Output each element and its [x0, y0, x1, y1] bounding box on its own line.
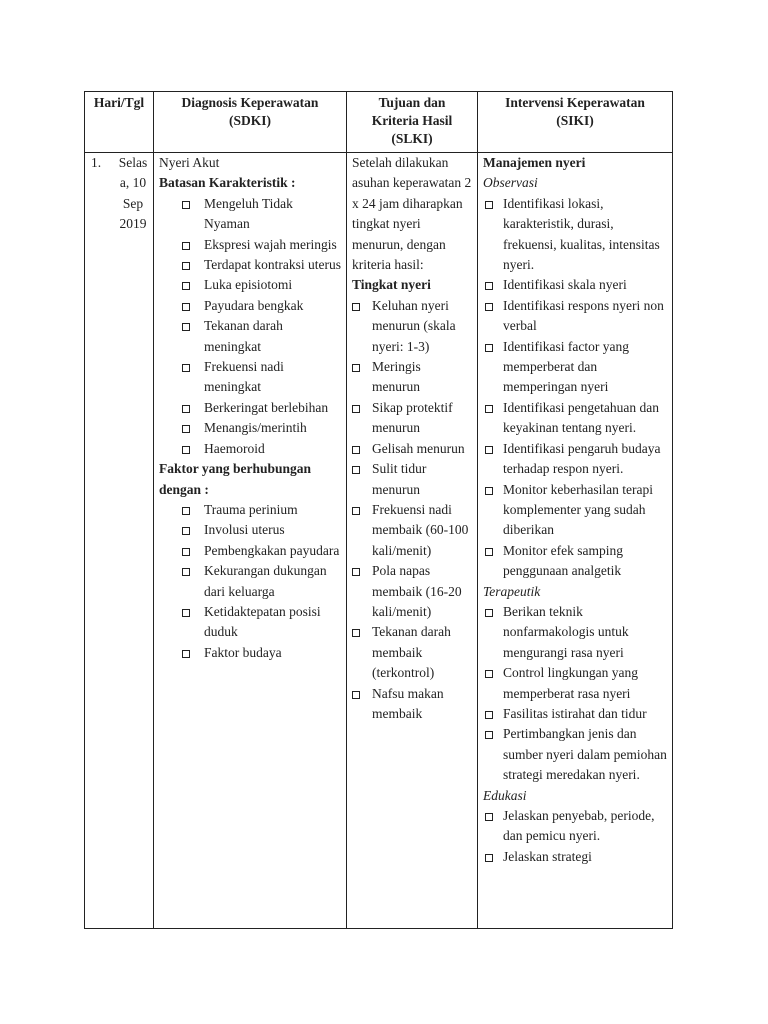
header-diagnosis-line2: (SDKI) — [228, 113, 271, 128]
cell-tujuan — [347, 153, 478, 929]
list-item — [483, 724, 667, 785]
list-item-text: Pembengkakan payudara — [204, 542, 340, 558]
checkbox-square-icon — [485, 446, 493, 454]
list-item — [159, 194, 341, 235]
list-item-text: Sikap protektif menurun — [372, 399, 453, 436]
list-item — [159, 643, 341, 663]
header-diagnosis-line1: Diagnosis Keperawatan — [181, 95, 319, 110]
faktor-heading: Faktor yang berhubungan dengan : — [159, 461, 312, 497]
checkbox-square-icon — [352, 446, 360, 454]
list-item-text: Pertimbangkan jenis dan sumber nyeri dalam pemiohan strategi meredakan nyeri. — [503, 726, 667, 783]
list-item-text: Monitor efek samping penggunaan analgetik — [503, 542, 623, 579]
list-item — [352, 500, 472, 561]
list-item — [159, 235, 341, 255]
header-intervensi-line2: (SIKI) — [556, 113, 594, 128]
day-line: Sep — [122, 195, 144, 211]
list-item — [483, 296, 667, 337]
list-item — [159, 561, 341, 602]
terapeutik-list — [483, 602, 667, 786]
checkbox-square-icon — [352, 691, 360, 699]
batasan-heading: Batasan Karakteristik : — [159, 175, 296, 191]
list-item — [483, 663, 667, 704]
list-item — [159, 296, 341, 316]
checkbox-square-icon — [182, 303, 190, 311]
checkbox-square-icon — [182, 527, 190, 535]
observasi-label: Observasi — [483, 175, 538, 191]
checkbox-square-icon — [182, 507, 190, 515]
checkbox-square-icon — [182, 568, 190, 576]
list-item-text: Jelaskan penyebab, periode, dan pemicu nyeri. — [503, 808, 655, 844]
list-item-text: Identifikasi pengaruh budaya terhadap respon nyeri. — [503, 440, 661, 477]
header-tujuan-line3: (SLKI) — [391, 131, 433, 146]
checkbox-square-icon — [485, 405, 493, 413]
list-item-text: Terdapat kontraksi uterus — [204, 257, 342, 273]
list-item-text: Nafsu makan membaik — [372, 685, 444, 721]
checkbox-square-icon — [182, 242, 190, 250]
list-item — [483, 194, 667, 276]
list-item — [352, 296, 472, 357]
header-intervensi-line1: Intervensi Keperawatan — [505, 95, 645, 110]
list-item — [159, 602, 341, 643]
checkbox-square-icon — [485, 609, 493, 617]
list-item-text: Tekanan darah membaik (terkontrol) — [372, 624, 451, 681]
checkbox-square-icon — [182, 609, 190, 617]
checkbox-square-icon — [352, 466, 360, 474]
terapeutik-label: Terapeutik — [483, 583, 541, 599]
checkbox-square-icon — [485, 813, 493, 821]
checkbox-square-icon — [182, 548, 190, 556]
list-item-text: Gelisah menurun — [372, 440, 465, 456]
header-tujuan-line1: Tujuan dan — [378, 95, 446, 110]
list-item-text: Haemoroid — [204, 440, 265, 456]
list-item-text: Identifikasi respons nyeri non verbal — [503, 297, 664, 334]
list-item — [159, 520, 341, 540]
checkbox-square-icon — [352, 405, 360, 413]
list-item-text: Keluhan nyeri menurun (skala nyeri: 1-3) — [372, 297, 456, 354]
checkbox-square-icon — [485, 344, 493, 352]
checkbox-square-icon — [485, 548, 493, 556]
list-item — [352, 561, 472, 622]
list-item-text: Identifikasi skala nyeri — [503, 277, 627, 293]
header-tujuan-line2: Kriteria Hasil — [371, 113, 453, 128]
edukasi-label: Edukasi — [483, 787, 527, 803]
header-intervensi — [478, 92, 673, 153]
list-item — [483, 704, 667, 724]
list-item — [483, 480, 667, 541]
list-item-text: Faktor budaya — [204, 644, 282, 660]
day-block — [89, 153, 149, 235]
list-item — [483, 602, 667, 663]
header-hari-tgl — [85, 92, 154, 153]
tujuan-intro: Setelah dilakukan asuhan keperawatan 2 x 24 jam diharapkan tingkat nyeri menurun, dengan kriteria hasil: — [352, 155, 472, 273]
list-item-text: Fasilitas istirahat dan tidur — [503, 705, 647, 721]
checkbox-square-icon — [182, 446, 190, 454]
batasan-list — [159, 194, 341, 459]
list-item — [352, 439, 472, 459]
checkbox-square-icon — [182, 262, 190, 270]
faktor-list — [159, 500, 341, 663]
list-item — [159, 316, 341, 357]
list-item — [352, 622, 472, 683]
list-item-text: Menangis/merintih — [204, 420, 307, 436]
checkbox-square-icon — [182, 282, 190, 290]
list-item — [159, 398, 341, 418]
list-item — [352, 459, 472, 500]
header-tujuan — [347, 92, 478, 153]
checkbox-square-icon — [182, 405, 190, 413]
checkbox-square-icon — [352, 364, 360, 372]
checkbox-square-icon — [485, 731, 493, 739]
list-item-text: Frekuensi nadi meningkat — [204, 359, 284, 395]
list-item-text: Berkeringat berlebihan — [204, 399, 329, 415]
edukasi-list — [483, 806, 667, 867]
list-item-text: Mengeluh Tidak Nyaman — [204, 195, 293, 232]
header-hari-tgl-text: Hari/Tgl — [93, 95, 145, 110]
checkbox-square-icon — [182, 323, 190, 331]
tujuan-list — [352, 296, 472, 725]
diagnosis-title: Nyeri Akut — [159, 155, 220, 170]
checkbox-square-icon — [182, 201, 190, 209]
list-item-text: Tekanan darah meningkat — [204, 318, 283, 354]
list-item — [352, 398, 472, 439]
list-item-text: Identifikasi factor yang memperberat dan memperingan nyeri — [503, 338, 629, 395]
observasi-list — [483, 194, 667, 582]
list-item-text: Jelaskan strategi — [503, 848, 592, 864]
list-item-text: Kekurangan dukungan dari keluarga — [204, 563, 327, 599]
list-item-text: Luka episiotomi — [204, 277, 293, 293]
list-item-text: Involusi uterus — [204, 522, 285, 538]
list-item — [483, 275, 667, 295]
list-item-text: Identifikasi pengetahuan dan keyakinan tentang nyeri. — [503, 399, 659, 436]
day-line: Selas — [118, 155, 148, 170]
checkbox-square-icon — [352, 507, 360, 515]
list-item-text: Pola napas membaik (16-20 kali/menit) — [372, 563, 462, 619]
header-row — [85, 92, 673, 153]
cell-intervensi — [478, 153, 673, 929]
list-item-text: Meringis menurun — [372, 359, 421, 395]
list-item-text: Ekspresi wajah meringis — [204, 236, 337, 252]
checkbox-square-icon — [352, 568, 360, 576]
list-item — [159, 275, 341, 295]
list-item — [483, 806, 667, 847]
cell-diagnosis — [154, 153, 347, 929]
checkbox-square-icon — [352, 303, 360, 311]
list-item-text: Berikan teknik nonfarmakologis untuk mengurangi rasa nyeri — [503, 603, 629, 660]
list-item-text: Monitor keberhasilan terapi komplementer yang sudah diberikan — [503, 481, 653, 538]
tujuan-heading: Tingkat nyeri — [352, 277, 431, 293]
list-item-text: Control lingkungan yang memperberat rasa nyeri — [503, 665, 638, 701]
list-item — [159, 500, 341, 520]
checkbox-square-icon — [485, 201, 493, 209]
checkbox-square-icon — [182, 650, 190, 658]
checkbox-square-icon — [485, 854, 493, 862]
list-item — [483, 398, 667, 439]
checkbox-square-icon — [182, 364, 190, 372]
checkbox-square-icon — [352, 629, 360, 637]
list-item-text: Frekuensi nadi membaik (60-100 kali/menit) — [372, 501, 469, 558]
day-text — [117, 153, 149, 235]
list-item-text: Sulit tidur menurun — [372, 461, 427, 497]
checkbox-square-icon — [485, 303, 493, 311]
list-item — [352, 684, 472, 725]
list-item — [483, 541, 667, 582]
list-item — [483, 439, 667, 480]
list-item-text: Ketidaktepatan posisi duduk — [204, 603, 321, 640]
checkbox-square-icon — [485, 487, 493, 495]
list-item — [159, 255, 341, 275]
checkbox-square-icon — [485, 670, 493, 678]
list-item — [159, 357, 341, 398]
list-item — [483, 847, 667, 867]
row-number: 1. — [91, 155, 102, 170]
list-item — [159, 541, 341, 561]
checkbox-square-icon — [485, 711, 493, 719]
list-item-text: Trauma perinium — [204, 501, 298, 517]
header-diagnosis — [154, 92, 347, 153]
list-item-text: Identifikasi lokasi, karakteristik, durasi, frekuensi, kualitas, intensitas nyeri. — [503, 195, 660, 273]
list-item — [352, 357, 472, 398]
cell-hari-tgl — [85, 153, 154, 929]
list-item-text: Payudara bengkak — [204, 297, 304, 313]
day-line: a, 10 — [119, 175, 147, 191]
checkbox-square-icon — [182, 425, 190, 433]
list-item — [159, 418, 341, 438]
list-item — [159, 439, 341, 459]
intervensi-heading: Manajemen nyeri — [483, 155, 586, 170]
checkbox-square-icon — [485, 282, 493, 290]
day-line: 2019 — [119, 216, 147, 232]
table-row — [85, 153, 673, 929]
nursing-care-table — [84, 91, 673, 929]
list-item — [483, 337, 667, 398]
